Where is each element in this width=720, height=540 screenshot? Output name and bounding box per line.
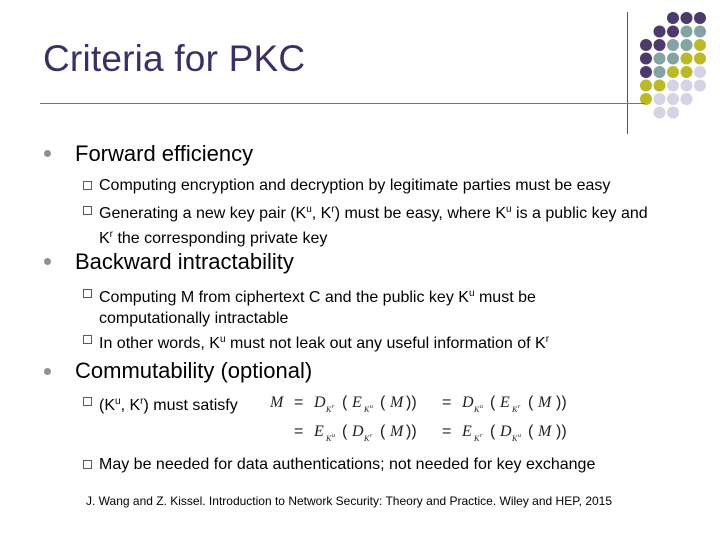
formula-subscript: K [512, 405, 518, 414]
superscript: r [545, 334, 550, 345]
superscript: u [506, 204, 512, 215]
formula-paren: )) [556, 394, 567, 411]
item-text: ) must be easy, where K [334, 205, 507, 222]
formula-symbol: E [352, 394, 362, 411]
superscript: r [331, 204, 335, 215]
decorative-dot [654, 93, 666, 105]
decorative-dot [654, 39, 666, 51]
decorative-dot [667, 53, 679, 65]
decorative-dot [667, 26, 679, 38]
item-text: Computing encryption and decryption by legitimate parties must be easy [99, 177, 611, 194]
decorative-dot [640, 53, 652, 65]
formula-subscript: K [474, 434, 480, 443]
bullet-icon [44, 258, 51, 265]
decorative-dot [654, 107, 666, 119]
decorative-dot [694, 66, 706, 78]
checkbox-bullet-icon [83, 397, 92, 406]
formula-symbol: D [314, 394, 326, 411]
item-text: the corresponding private key [113, 230, 328, 247]
checkbox-bullet-icon [83, 206, 92, 215]
decorative-dot [681, 66, 693, 78]
checkbox-bullet-icon [83, 181, 92, 190]
item-text: (K [99, 397, 115, 414]
formula-paren: ( [528, 423, 534, 440]
decorative-dot [681, 93, 693, 105]
decorative-dot [667, 107, 679, 119]
item-text: , K [311, 205, 332, 222]
decorative-dot [640, 80, 652, 92]
item-text: Generating a new key pair (K [99, 205, 307, 222]
formula-equals: = [294, 423, 304, 440]
formula-paren: ( [490, 423, 496, 440]
formula-lhs: M [270, 394, 284, 411]
formula-subscript: r [332, 404, 335, 410]
decorative-dot [654, 26, 666, 38]
formula-symbol: D [352, 423, 364, 440]
formula-subscript: K [364, 434, 370, 443]
superscript: u [115, 396, 121, 407]
section-heading-backward-intractability: Backward intractability [75, 249, 294, 274]
checkbox-bullet-icon [83, 335, 92, 344]
item-commutability-2 [99, 454, 595, 475]
decorative-dot [681, 53, 693, 65]
decorative-dot [694, 26, 706, 38]
formula-symbol: M [538, 423, 552, 440]
formula-equals: = [442, 423, 452, 440]
section-heading-commutability: Commutability (optional) [75, 358, 313, 383]
decorative-dot [654, 66, 666, 78]
superscript: r [140, 396, 144, 407]
formula-paren: )) [406, 423, 417, 440]
item-forward-1 [99, 175, 610, 196]
formula-subscript: u [332, 433, 335, 439]
decorative-dot [667, 80, 679, 92]
decorative-dot [694, 53, 706, 65]
formula-subscript: r [518, 404, 521, 410]
item-commutability-1 [99, 391, 238, 416]
formula-equals: = [294, 394, 304, 411]
checkbox-bullet-icon [83, 289, 92, 298]
vertical-divider [627, 12, 628, 134]
item-text: In other words, K [99, 335, 220, 352]
formula-subscript: K [474, 405, 480, 414]
superscript: u [306, 204, 312, 215]
formula-symbol: D [500, 423, 512, 440]
item-text: must not leak out any useful information of K [225, 335, 546, 352]
item-forward-2 [99, 199, 659, 249]
item-text: Computing M from ciphertext C and the public key K [99, 289, 469, 306]
decorative-dot [640, 39, 652, 51]
formula-paren: ( [528, 394, 534, 411]
formula-subscript: K [326, 434, 332, 443]
item-text: must be computationally intractable [99, 289, 536, 327]
item-text: ) must satisfy [143, 397, 238, 414]
formula-equals: = [442, 394, 452, 411]
formula-subscript: u [518, 433, 521, 439]
decorative-dot [667, 39, 679, 51]
decorative-dot [654, 53, 666, 65]
formula-symbol: E [500, 394, 510, 411]
citation: J. Wang and Z. Kissel. Introduction to Network Security: Theory and Practice. Wiley and HEP, 2015 [86, 494, 613, 508]
decorative-dot [681, 39, 693, 51]
formula-symbol: M [538, 394, 552, 411]
formula-paren: )) [406, 394, 417, 411]
formula-subscript: r [370, 433, 373, 439]
decorative-dot [681, 26, 693, 38]
bullet-icon [44, 150, 51, 157]
decorative-dot [694, 39, 706, 51]
superscript: u [219, 334, 226, 345]
formula-paren: )) [556, 423, 567, 440]
formula-subscript: K [326, 405, 332, 414]
formula-subscript: K [512, 434, 518, 443]
decorative-dot [667, 12, 679, 24]
decorative-dot [694, 80, 706, 92]
decorative-dot [667, 66, 679, 78]
item-backward-1 [99, 283, 619, 329]
formula-symbol: D [462, 394, 474, 411]
item-text: is a public key and K [99, 205, 648, 247]
superscript: r [109, 229, 114, 240]
formula-symbol: E [314, 423, 324, 440]
decorative-dot [681, 12, 693, 24]
item-backward-2 [99, 329, 549, 354]
formula-symbol: M [390, 394, 404, 411]
formula-symbol: M [390, 423, 404, 440]
decorative-dot [640, 66, 652, 78]
item-text: , K [120, 397, 141, 414]
formula-paren: ( [380, 423, 386, 440]
formula-paren: ( [490, 394, 496, 411]
formula-subscript: u [480, 404, 483, 410]
formula-paren: ( [380, 394, 386, 411]
checkbox-bullet-icon [83, 460, 92, 469]
decorative-dot [694, 12, 706, 24]
formula-subscript: r [480, 433, 483, 439]
commutability-formula [266, 388, 596, 444]
superscript: u [468, 288, 475, 299]
decorative-dot [667, 93, 679, 105]
bullet-icon [44, 368, 51, 375]
formula-symbol: E [462, 423, 472, 440]
horizontal-divider [40, 103, 645, 104]
formula-subscript: u [370, 404, 373, 410]
page-title: Criteria for PKC [43, 38, 306, 79]
formula-paren: ( [342, 394, 348, 411]
formula-subscript: K [364, 405, 370, 414]
formula-paren: ( [342, 423, 348, 440]
decorative-dot [681, 80, 693, 92]
decorative-dot [654, 80, 666, 92]
item-text: May be needed for data authentications; not needed for key exchange [99, 456, 596, 473]
section-heading-forward-efficiency: Forward efficiency [75, 141, 254, 166]
